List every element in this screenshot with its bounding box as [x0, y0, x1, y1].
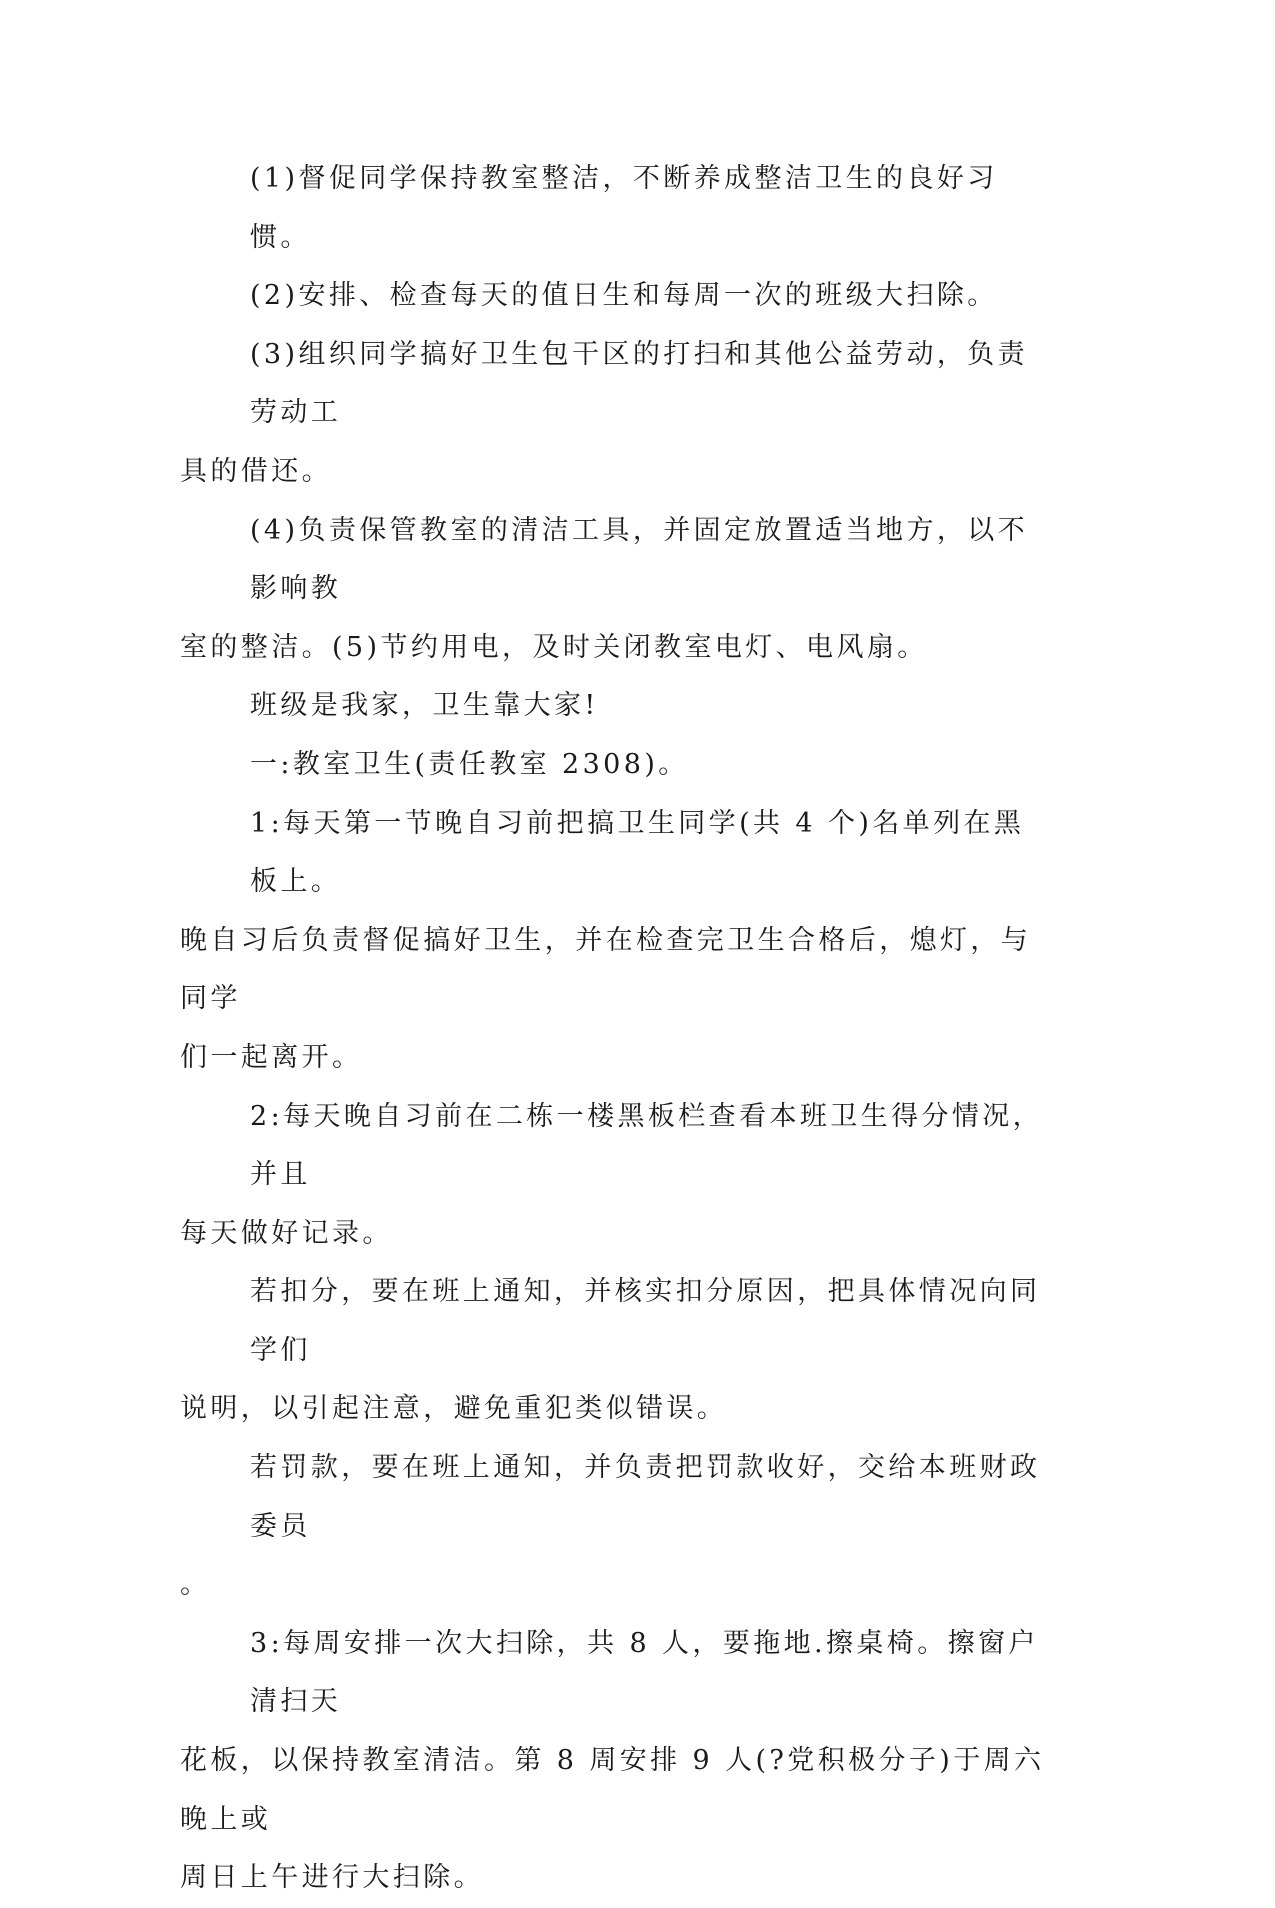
text-line-4: 具的借还。 [180, 455, 332, 487]
text-line-6: 室的整洁。(5)节约用电，及时关闭教室电灯、电风扇。 [180, 631, 928, 663]
text-line-18: 3:每周安排一次大扫除，共 8 人，要拖地.擦桌椅。擦窗户清扫天 [250, 1627, 1039, 1718]
text-line-7: 班级是我家，卫生靠大家! [250, 690, 599, 722]
text-line-13: 每天做好记录。 [180, 1217, 393, 1249]
text-line-16: 若罚款，要在班上通知，并负责把罚款收好，交给本班财政委员 [250, 1452, 1041, 1542]
text-line-17: 。 [180, 1569, 211, 1601]
text-line-2: (2)安排、检查每天的值日生和每周一次的班级大扫除。 [250, 280, 998, 312]
document-body [180, 150, 1050, 1908]
text-line-1: (1)督促同学保持教室整洁，不断养成整洁卫生的良好习惯。 [250, 163, 998, 253]
text-line-14: 若扣分，要在班上通知，并核实扣分原因，把具体情况向同学们 [250, 1276, 1041, 1366]
text-line-19: 花板，以保持教室清洁。第 8 周安排 9 人(?党积极分子)于周六晚上或 [180, 1745, 1045, 1835]
text-line-8: 一:教室卫生(责任教室 2308)。 [250, 748, 689, 780]
text-line-3: (3)组织同学搞好卫生包干区的打扫和其他公益劳动，负责劳动工 [250, 338, 1029, 429]
text-line-9: 1:每天第一节晚自习前把搞卫生同学(共 4 个)名单列在黑板上。 [250, 807, 1025, 898]
text-line-20: 周日上午进行大扫除。 [180, 1862, 484, 1894]
text-line-10: 晚自习后负责督促搞好卫生，并在检查完卫生合格后，熄灯，与同学 [180, 924, 1032, 1015]
text-line-15: 说明，以引起注意，避免重犯类似错误。 [180, 1393, 728, 1425]
text-line-12: 2:每天晚自习前在二栋一楼黑板栏查看本班卫生得分情况，并且 [250, 1100, 1044, 1191]
text-line-5: (4)负责保管教室的清洁工具，并固定放置适当地方，以不影响教 [250, 514, 1029, 605]
text-line-11: 们一起离开。 [180, 1041, 363, 1073]
